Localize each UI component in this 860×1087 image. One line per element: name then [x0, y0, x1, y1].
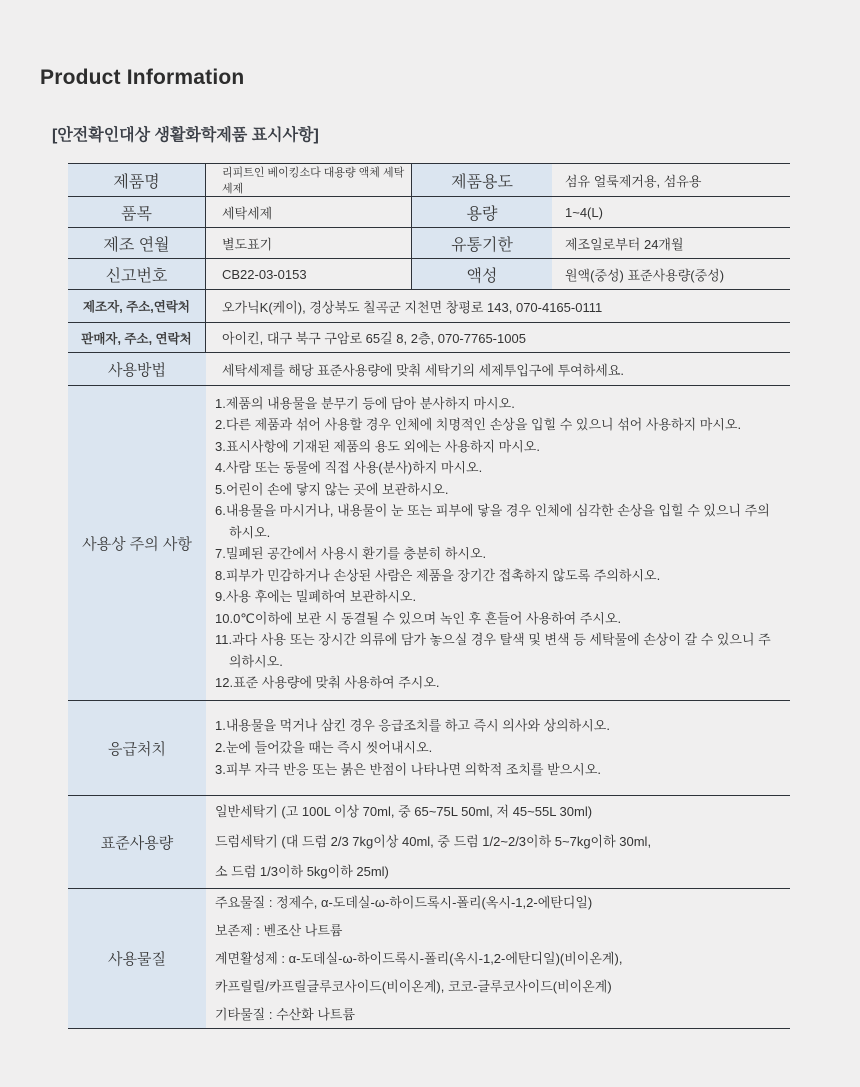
label-volume: 용량 — [412, 197, 552, 227]
ingredient-line: 기타물질 : 수산화 나트륨 — [215, 1006, 356, 1022]
precautions-content — [206, 386, 790, 700]
table-row-report-number — [68, 259, 790, 290]
label-product-name: 제품명 — [68, 164, 206, 196]
ingredient-line: 계면활성제 : α-도데실-ω-하이드록시-폴리(옥시-1,2-에탄디일)(비이온계), — [215, 950, 623, 966]
precaution-line: 1.제품의 내용물을 분무기 등에 담아 분사하지 마시오. — [215, 395, 515, 411]
page-title: Product Information — [40, 66, 245, 89]
label-seller: 판매자, 주소, 연락처 — [68, 323, 206, 352]
precaution-line: 7.밀폐된 공간에서 사용시 환기를 충분히 하시오. — [215, 546, 487, 561]
precaution-line: 6.내용물을 마시거나, 내용물이 눈 또는 피부에 닿을 경우 인체에 심각한 손상을 입힐 수 있으니 주의하시오. — [215, 503, 770, 540]
section-title: [안전확인대상 생활화학제품 표시사항] — [52, 127, 319, 144]
value-product-name: 리피트인 베이킹소다 대용량 액체 세탁세제 — [206, 164, 412, 196]
standard-usage-line: 드럼세탁기 (대 드럼 2/3 7kg이상 40ml, 중 드럼 1/2~2/3이하 5~7kg이하 30ml, — [215, 834, 652, 849]
table-row-first-aid — [68, 701, 790, 796]
value-usage-method: 세탁세제를 해당 표준사용량에 맞춰 세탁기의 세제투입구에 투여하세요. — [222, 362, 625, 378]
label-manufacture-date: 제조 연월 — [68, 228, 206, 258]
label-standard-usage: 표준사용량 — [68, 796, 206, 888]
table-row-precautions — [68, 386, 790, 701]
first-aid-content — [206, 701, 790, 795]
product-info-table — [68, 163, 790, 1029]
ingredient-line: 주요물질 : 정제수, α-도데실-ω-하이드록시-폴리(옥시-1,2-에탄디일) — [215, 894, 593, 910]
label-liquid-type: 액성 — [412, 259, 552, 289]
precaution-line: 8.피부가 민감하거나 손상된 사람은 제품을 장기간 접촉하지 않도록 주의하시오. — [215, 567, 661, 583]
value-manufacture-date: 별도표기 — [206, 228, 412, 258]
table-row-manufacture-date — [68, 228, 790, 259]
label-first-aid: 응급처치 — [68, 701, 206, 795]
value-report-number: CB22-03-0153 — [206, 259, 412, 289]
precaution-line: 2.다른 제품과 섞어 사용할 경우 인체에 치명적인 손상을 입힐 수 있으니 섞어 사용하지 마시오. — [215, 417, 742, 432]
table-row-usage-method — [68, 353, 790, 386]
label-product-use: 제품용도 — [412, 164, 552, 196]
precaution-line: 9.사용 후에는 밀폐하여 보관하시오. — [215, 589, 417, 604]
value-product-use: 섬유 얼룩제거용, 섬유용 — [565, 173, 702, 189]
label-item-type: 품목 — [68, 197, 206, 227]
label-precautions: 사용상 주의 사항 — [68, 386, 206, 700]
precaution-line: 11.과다 사용 또는 장시간 의류에 담가 놓으실 경우 탈색 및 변색 등 세탁물에 손상이 갈 수 있으니 주의하시오. — [215, 632, 771, 669]
label-usage-method: 사용방법 — [68, 353, 206, 385]
label-manufacturer: 제조자, 주소,연락처 — [68, 290, 206, 322]
table-row-ingredients — [68, 889, 790, 1029]
value-item-type: 세탁세제 — [206, 197, 412, 227]
standard-usage-line: 일반세탁기 (고 100L 이상 70ml, 중 65~75L 50ml, 저 45~55L 30ml) — [215, 804, 593, 819]
precaution-line: 12.표준 사용량에 맞춰 사용하여 주시오. — [215, 675, 440, 690]
value-expiry: 제조일로부터 24개월 — [565, 236, 684, 252]
value-seller: 아이킨, 대구 북구 구암로 65길 8, 2층, 070-7765-1005 — [222, 331, 526, 346]
ingredient-line: 카프릴릴/카프릴글루코사이드(비이온계), 코코-글루코사이드(비이온계) — [215, 978, 612, 994]
table-row-manufacturer — [68, 290, 790, 323]
ingredient-line: 보존제 : 벤조산 나트륨 — [215, 922, 343, 938]
value-volume: 1~4(L) — [565, 204, 603, 220]
value-manufacturer: 오가닉K(케이), 경상북도 칠곡군 지천면 창평로 143, 070-4165-0111 — [222, 299, 603, 315]
table-row-standard-usage — [68, 796, 790, 889]
first-aid-line: 3.피부 자극 반응 또는 붉은 반점이 나타나면 의학적 조치를 받으시오. — [215, 762, 602, 777]
table-row-item-type — [68, 197, 790, 228]
precaution-line: 5.어린이 손에 닿지 않는 곳에 보관하시오. — [215, 481, 449, 497]
precaution-line: 4.사람 또는 동물에 직접 사용(분사)하지 마시오. — [215, 460, 483, 475]
table-row-seller — [68, 323, 790, 353]
label-expiry: 유통기한 — [412, 228, 552, 258]
standard-usage-line: 소 드럼 1/3이하 5kg이하 25ml) — [215, 864, 389, 879]
first-aid-line: 2.눈에 들어갔을 때는 즉시 씻어내시오. — [215, 740, 433, 755]
ingredients-content — [206, 889, 790, 1028]
label-ingredients: 사용물질 — [68, 889, 206, 1028]
standard-usage-content — [206, 796, 790, 888]
table-row-product-name — [68, 164, 790, 197]
value-liquid-type: 원액(중성) 표준사용량(중성) — [565, 267, 725, 283]
precaution-line: 10.0℃이하에 보관 시 동결될 수 있으며 녹인 후 흔들어 사용하여 주시오. — [215, 610, 622, 626]
precaution-line: 3.표시사항에 기재된 제품의 용도 외에는 사용하지 마시오. — [215, 438, 540, 454]
label-report-number: 신고번호 — [68, 259, 206, 289]
first-aid-line: 1.내용물을 먹거나 삼킨 경우 응급조치를 하고 즉시 의사와 상의하시오. — [215, 718, 610, 733]
